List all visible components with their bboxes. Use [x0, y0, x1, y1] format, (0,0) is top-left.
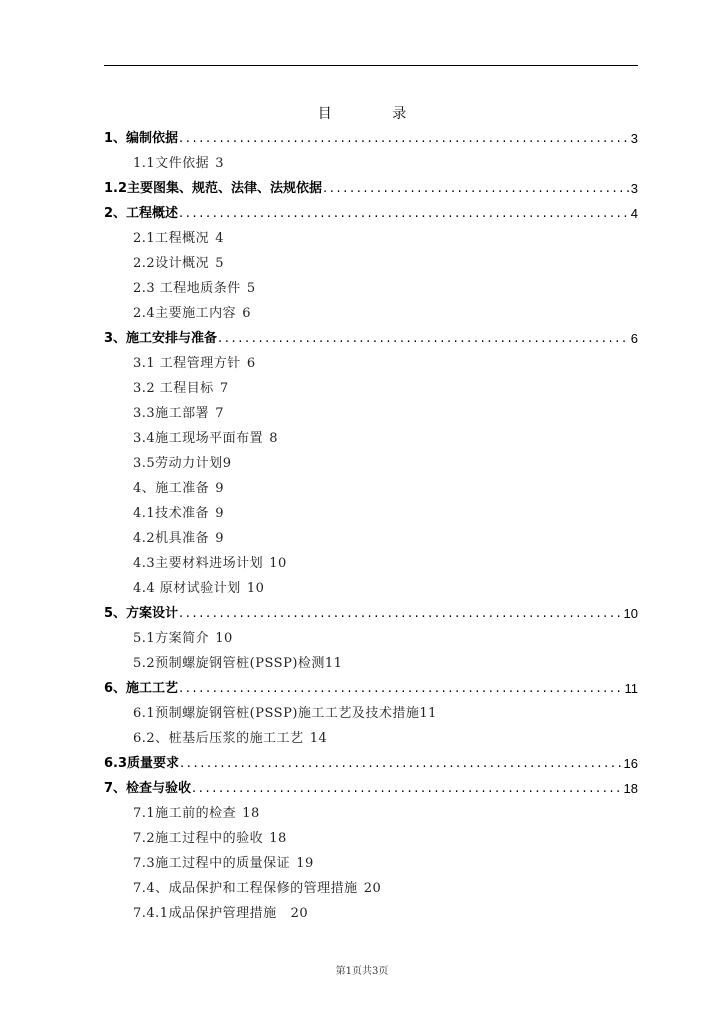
toc-entry-label: 7、检查与验收 — [104, 781, 192, 796]
toc-entry-label: 4.1技术准备 — [133, 506, 210, 521]
toc-entry-page: 20 — [290, 906, 309, 921]
toc-entry[interactable] — [104, 151, 638, 176]
toc-entry-page: 9 — [215, 506, 224, 521]
toc-entry-page: 11 — [624, 681, 638, 696]
toc-entry-page: 4 — [215, 231, 224, 246]
toc-entry-label: 2、工程概述 — [104, 206, 179, 221]
toc-title: 目 录 — [317, 106, 435, 122]
toc-entry-page: 3 — [630, 181, 638, 196]
toc-entry[interactable] — [104, 476, 638, 501]
toc-entry-page: 14 — [309, 731, 328, 746]
toc-entry-label: 2.1工程概况 — [133, 231, 210, 246]
toc-entry-page: 16 — [623, 756, 638, 771]
toc-entry-label: 7.4、成品保护和工程保修的管理措施 — [133, 881, 358, 896]
toc-entry[interactable] — [104, 701, 638, 726]
toc-entry-label: 1.1文件依据 — [133, 156, 210, 171]
toc-entry-label: 6.3质量要求 — [104, 756, 180, 771]
toc-entry-label: 6.1预制螺旋钢管桩(PSSP)施工工艺及技术措施 — [133, 706, 420, 721]
toc-entry-page: 3 — [630, 131, 638, 146]
toc-entry[interactable] — [104, 176, 638, 201]
dot-leader — [323, 176, 630, 201]
toc-entry-page: 4 — [630, 206, 638, 221]
toc-entry-page: 19 — [296, 856, 314, 871]
toc-entry[interactable] — [104, 826, 638, 851]
toc-entry[interactable] — [104, 276, 638, 301]
toc-entry-page: 8 — [269, 431, 278, 446]
dot-leader — [218, 326, 630, 351]
toc-entry[interactable] — [104, 751, 638, 776]
toc-entry-label: 4.4 原材试验计划 — [133, 581, 241, 596]
toc-entry[interactable] — [104, 351, 638, 376]
toc-entry-label: 3.1 工程管理方针 — [133, 356, 241, 371]
toc-entry-label: 2.4主要施工内容 — [133, 306, 237, 321]
toc-entry-page: 10 — [215, 631, 233, 646]
dot-leader — [179, 676, 623, 701]
toc-entry[interactable] — [104, 801, 638, 826]
toc-entry-label: 6、施工工艺 — [104, 681, 179, 696]
toc-entry[interactable] — [104, 676, 638, 701]
dot-leader — [192, 776, 622, 801]
toc-entry[interactable] — [104, 201, 638, 226]
dot-leader — [179, 201, 630, 226]
toc-entry[interactable] — [104, 876, 638, 901]
toc-entry-page: 20 — [363, 881, 382, 896]
toc-entry[interactable] — [104, 126, 638, 151]
toc-entry-page: 18 — [623, 781, 638, 796]
toc-entry-page: 9 — [222, 456, 232, 471]
dot-leader — [179, 126, 630, 151]
toc-entry[interactable] — [104, 301, 638, 326]
toc-entry[interactable] — [104, 426, 638, 451]
toc-entry-label: 3.2 工程目标 — [133, 381, 214, 396]
toc-entry-page: 5 — [246, 281, 256, 296]
toc-entry-page: 7 — [215, 406, 224, 421]
toc-entry-label: 3.3施工部署 — [133, 406, 210, 421]
toc-entry-label: 5.2预制螺旋钢管桩(PSSP)检测 — [133, 656, 325, 671]
toc-entry[interactable] — [104, 776, 638, 801]
toc-entry-label: 7.2施工过程中的验收 — [133, 831, 264, 846]
toc-entry[interactable] — [104, 626, 638, 651]
toc-entry[interactable] — [104, 651, 638, 676]
toc-entry-page: 7 — [219, 381, 229, 396]
toc-entry[interactable] — [104, 326, 638, 351]
toc-entry-label: 7.4.1成品保护管理措施 — [133, 906, 277, 921]
toc-entry[interactable] — [104, 576, 638, 601]
toc-entry-page: 10 — [246, 581, 265, 596]
header-rule — [104, 65, 638, 66]
toc-entry-label: 2.3 工程地质条件 — [133, 281, 241, 296]
toc-entry-label: 5.1方案简介 — [133, 631, 210, 646]
toc-entry-label: 4.3主要材料进场计划 — [133, 556, 264, 571]
toc-entry-page: 18 — [242, 806, 260, 821]
toc-entry-page: 11 — [419, 706, 437, 721]
toc-entry[interactable] — [104, 501, 638, 526]
toc-entry[interactable] — [104, 376, 638, 401]
toc-entry-label: 1、编制依据 — [104, 131, 179, 146]
toc-entry-label: 7.3施工过程中的质量保证 — [133, 856, 291, 871]
toc-entry-label: 1.2主要图集、规范、法律、法规依据 — [104, 181, 323, 196]
toc-entry-label: 4、施工准备 — [133, 481, 210, 496]
toc-entry[interactable] — [104, 901, 638, 926]
toc-entry[interactable] — [104, 851, 638, 876]
toc-entry-label: 2.2设计概况 — [133, 256, 210, 271]
toc-entry-label: 3、施工安排与准备 — [104, 331, 218, 346]
toc-entry-page: 10 — [623, 606, 638, 621]
toc-entry-page: 5 — [215, 256, 224, 271]
dot-leader — [179, 601, 622, 626]
toc-entry-label: 4.2机具准备 — [133, 531, 210, 546]
toc-entry[interactable] — [104, 226, 638, 251]
toc-entry-label: 3.4施工现场平面布置 — [133, 431, 264, 446]
toc-entry-label: 7.1施工前的检查 — [133, 806, 237, 821]
toc-entry-page: 10 — [269, 556, 287, 571]
toc-entry-label: 5、方案设计 — [104, 606, 179, 621]
dot-leader — [180, 751, 623, 776]
toc-entry[interactable] — [104, 251, 638, 276]
toc-entry-page: 9 — [215, 531, 224, 546]
toc-entry[interactable] — [104, 526, 638, 551]
toc-entry[interactable] — [104, 451, 638, 476]
toc-entry[interactable] — [104, 551, 638, 576]
toc-entry[interactable] — [104, 601, 638, 626]
toc-entry[interactable] — [104, 401, 638, 426]
toc-entry-page: 18 — [269, 831, 287, 846]
toc-entry-page: 9 — [215, 481, 225, 496]
toc-entry-page: 11 — [324, 656, 343, 671]
toc-entry-page: 3 — [215, 156, 224, 171]
toc-entry[interactable] — [104, 726, 638, 751]
toc-entry-page: 6 — [630, 331, 638, 346]
toc-entry-page: 6 — [246, 356, 256, 371]
toc-entry-page: 6 — [242, 306, 251, 321]
page-footer: 第1页共3页 — [335, 966, 389, 977]
table-of-contents — [104, 126, 638, 926]
toc-entry-label: 6.2、桩基后压浆的施工工艺 — [133, 731, 304, 746]
toc-entry-label: 3.5劳动力计划 — [133, 456, 223, 471]
